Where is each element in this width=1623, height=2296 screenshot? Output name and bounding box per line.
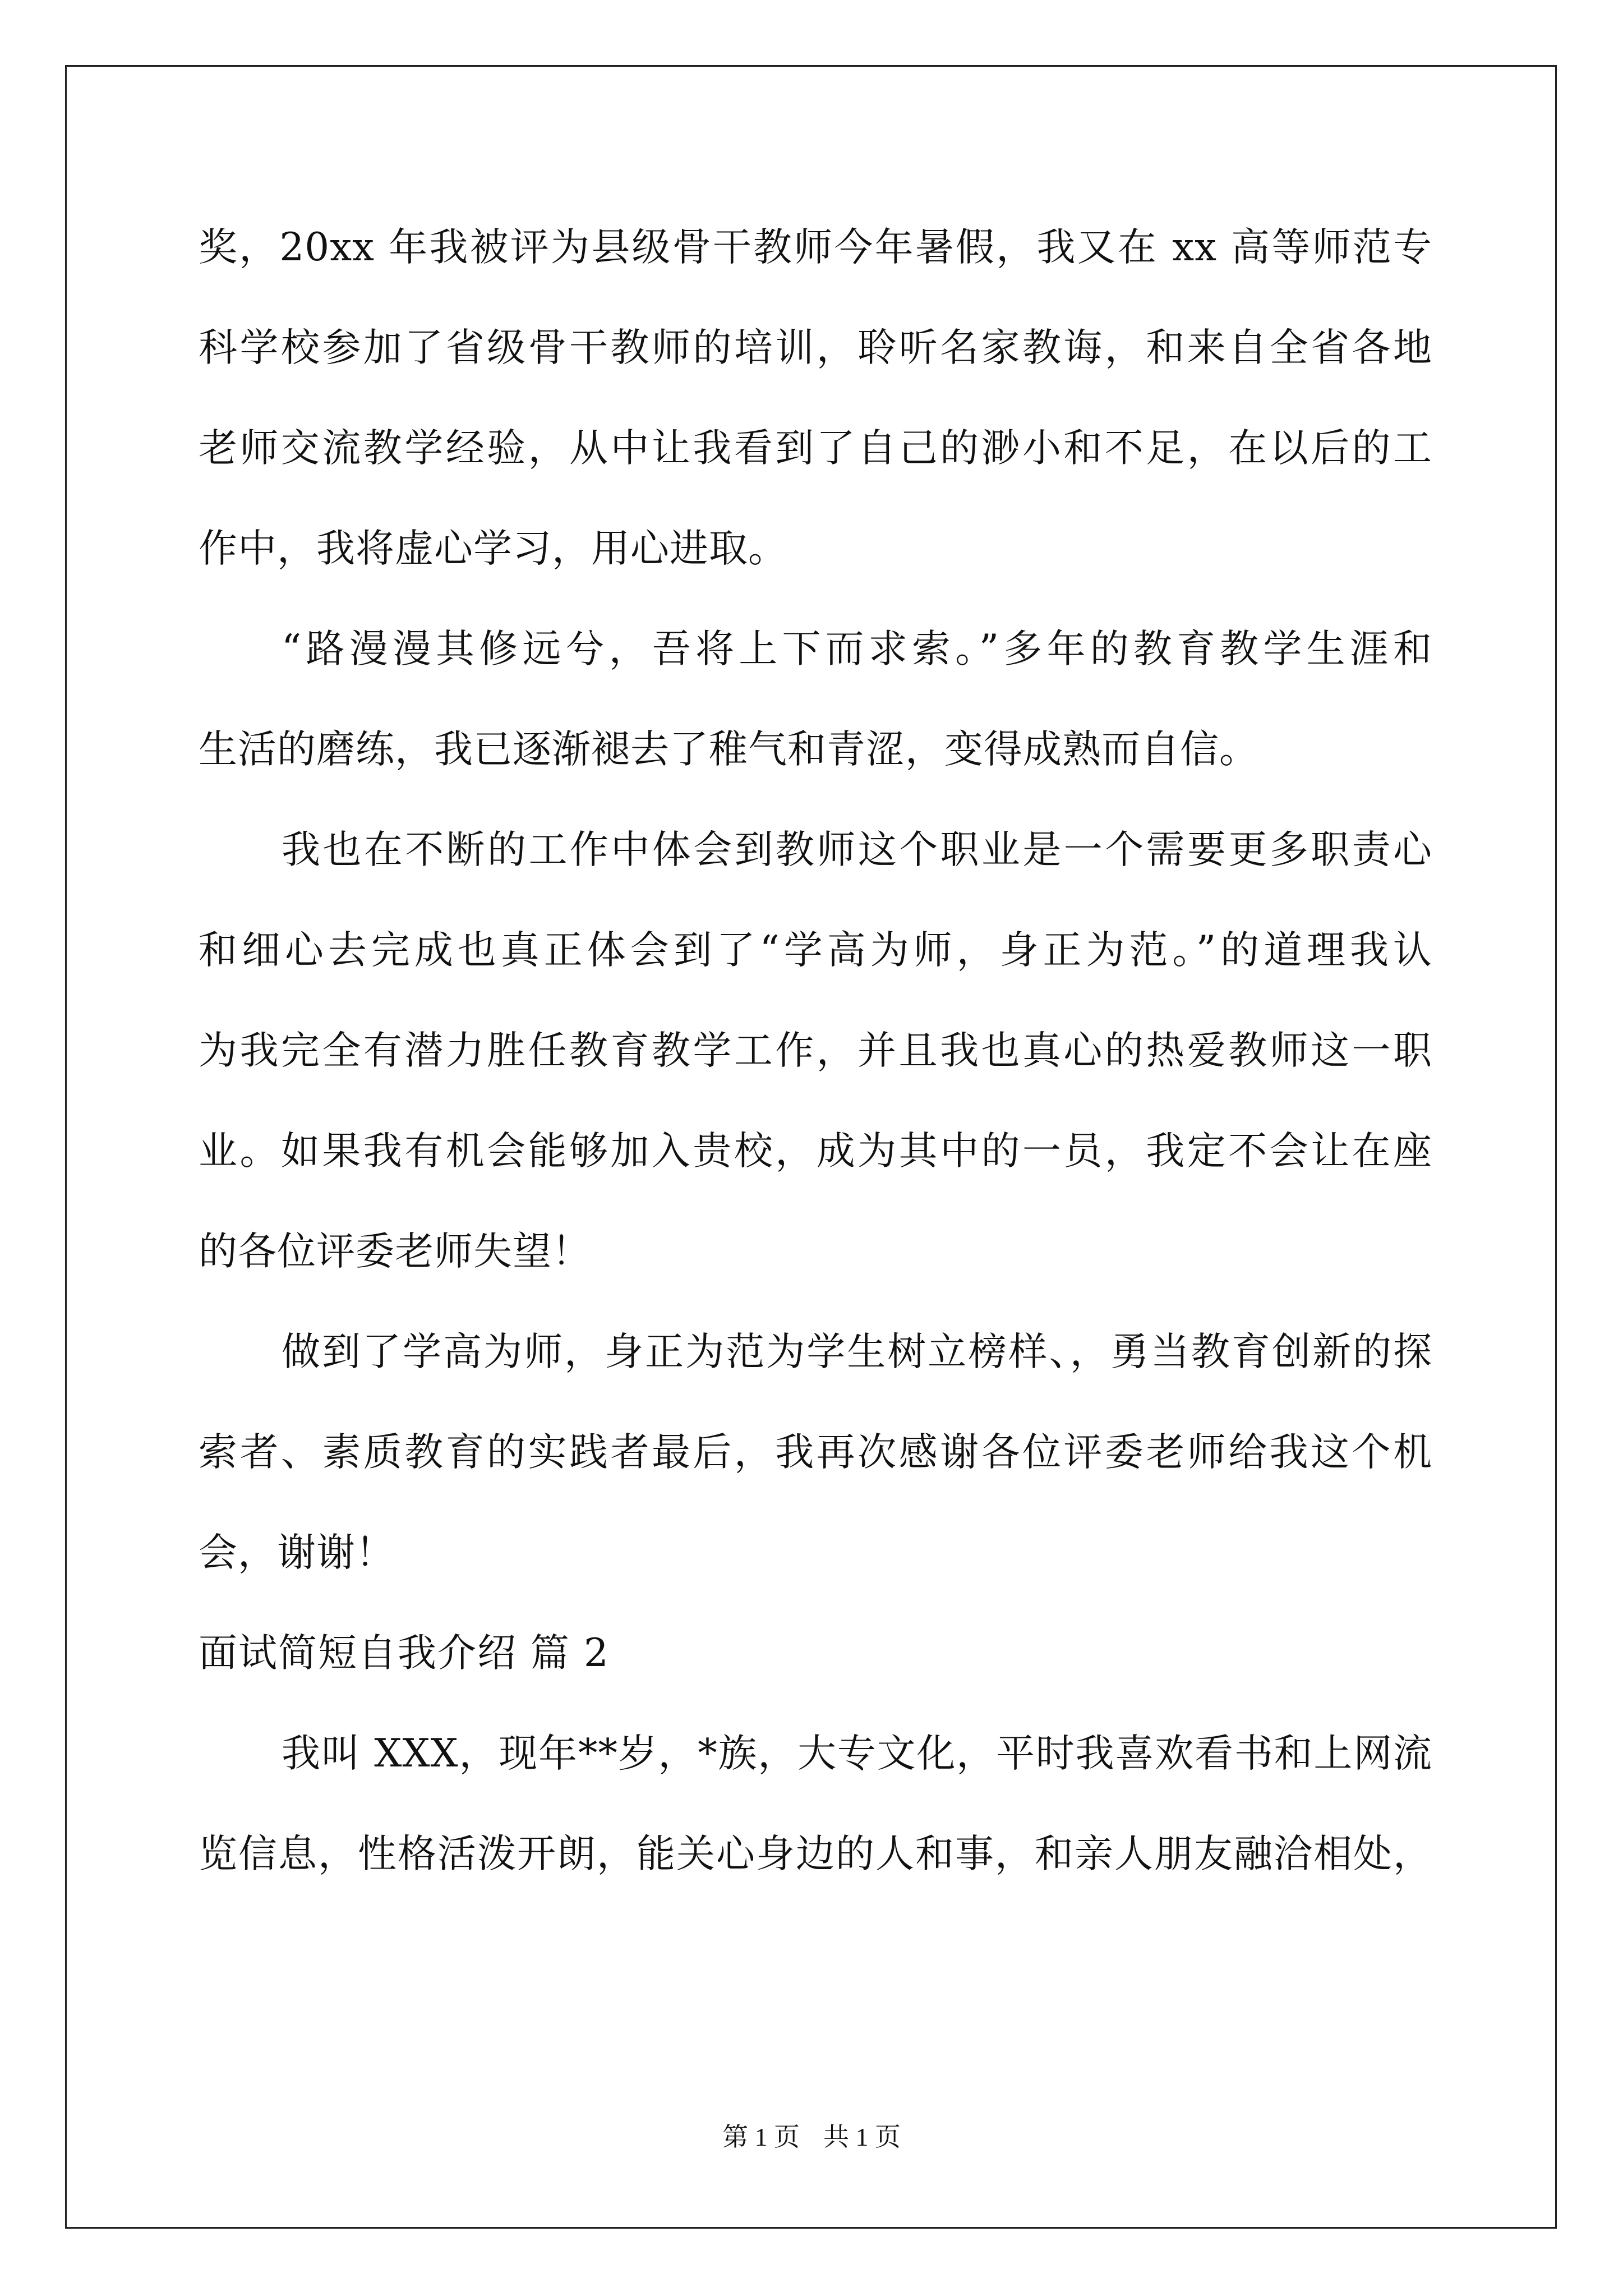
paragraph-line: 和细心去完成也真正体会到了“学高为师，身正为范。”的道理我认 xyxy=(199,928,1432,973)
section-heading: 面试简短自我介绍 篇 2 xyxy=(199,1631,610,1676)
paragraph-line: 作中，我将虚心学习，用心进取。 xyxy=(199,526,787,571)
page-footer xyxy=(0,2122,1623,2153)
paragraph-line: 生活的磨练，我已逐渐褪去了稚气和青涩，变得成熟而自信。 xyxy=(199,727,1258,772)
paragraph-line: 做到了学高为师，身正为范为学生树立榜样、，勇当教育创新的探 xyxy=(282,1329,1432,1374)
paragraph-line: 览信息，性格活泼开朗，能关心身边的人和事，和亲人朋友融洽相处， xyxy=(199,1832,1432,1876)
paragraph-line: 科学校参加了省级骨干教师的培训，聆听名家教诲，和来自全省各地 xyxy=(199,325,1432,370)
paragraph-line: 索者、素质教育的实践者最后，我再次感谢各位评委老师给我这个机 xyxy=(199,1430,1432,1475)
page-total: 共 1 页 xyxy=(823,2123,901,2151)
page-number: 第 1 页 xyxy=(722,2123,800,2151)
paragraph-line: 业。如果我有机会能够加入贵校，成为其中的一员，我定不会让在座 xyxy=(199,1129,1432,1174)
paragraph-line: 我叫 XXX，现年**岁，*族，大专文化，平时我喜欢看书和上网流 xyxy=(282,1731,1432,1776)
paragraph-line: 我也在不断的工作中体会到教师这个职业是一个需要更多职责心 xyxy=(282,827,1432,872)
paragraph-line: “路漫漫其修远兮，吾将上下而求索。”多年的教育教学生涯和 xyxy=(282,627,1432,671)
paragraph-line: 奖，20xx 年我被评为县级骨干教师今年暑假，我又在 xx 高等师范专 xyxy=(199,225,1432,270)
paragraph-line: 会，谢谢！ xyxy=(199,1530,395,1575)
document-body xyxy=(199,222,1432,1929)
paragraph-line: 的各位评委老师失望！ xyxy=(199,1229,591,1274)
paragraph-line: 为我完全有潜力胜任教育教学工作，并且我也真心的热爱教师这一职 xyxy=(199,1028,1432,1073)
paragraph-line: 老师交流教学经验，从中让我看到了自己的渺小和不足，在以后的工 xyxy=(199,426,1432,471)
